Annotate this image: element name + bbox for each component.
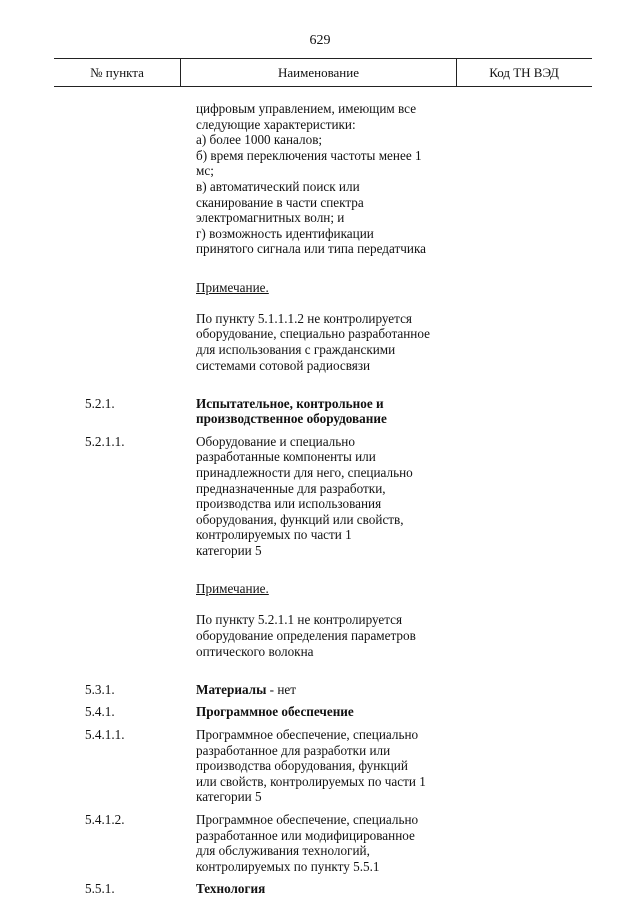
entry-title-bold: Материалы xyxy=(196,681,267,697)
note-block xyxy=(196,264,466,389)
entry-title xyxy=(196,682,466,698)
note-block xyxy=(196,566,466,675)
entry-5-4-1-1 xyxy=(0,727,640,805)
entry-title: Программное обеспечение xyxy=(196,704,354,720)
entry-title-rest: - нет xyxy=(266,681,297,697)
entry-5-4-1 xyxy=(0,704,640,720)
column-header-number: № пункта xyxy=(90,65,144,80)
table-header xyxy=(54,58,592,87)
column-header-name: Наименование xyxy=(180,59,457,86)
entry-text: Программное обеспечение, специально разработанное для разработки или производства оборудования, функций или свойств, контролируемых по части 1 категории 5 xyxy=(196,726,426,805)
entry-text: цифровым управлением, имеющим все следующие характеристики: а) более 1000 каналов; б) время переключения частоты менее 1 мс; в) автоматический поиск или сканирование в части спектра электромагнитных волн; и г) возможность идентификации принятого сигнала или типа передатчика xyxy=(196,101,427,257)
entry-number: 5.2.1. xyxy=(85,395,115,411)
entry-title: Испытательное, контрольное и производственное оборудование xyxy=(196,395,387,427)
entry-number: 5.4.1.2. xyxy=(85,811,125,827)
entry-text: Программное обеспечение, специально разработанное или модифицированное для обслуживания технологий, контролируемых по пункту 5.5.1 xyxy=(196,811,419,874)
note-entry xyxy=(0,264,640,389)
note-text: По пункту 5.2.1.1 не контролируется оборудование определения параметров оптического волокна xyxy=(196,612,416,659)
entry-number: 5.4.1. xyxy=(85,704,115,720)
entry-number: 5.2.1.1. xyxy=(85,433,125,449)
entries-list xyxy=(0,101,640,904)
entry-5-5-1 xyxy=(0,881,640,897)
entry-5-3-1 xyxy=(0,682,640,698)
note-text: По пункту 5.1.1.1.2 не контролируется оборудование, специально разработанное для использования с гражданскими системами сотовой радиосвязи xyxy=(196,310,430,373)
page-number: 629 xyxy=(309,33,331,48)
entry-number: 5.4.1.1. xyxy=(85,726,125,742)
entry-number: 5.3.1. xyxy=(85,681,115,697)
note-label: Примечание. xyxy=(196,581,269,597)
entry-5-2-1 xyxy=(0,396,640,427)
entry-text: Оборудование и специально разработанные компоненты или принадлежности для него, специально предназначенные для разработки, производства или использования оборудования, функций или свойств, контролируемых по части 1 категории 5 xyxy=(196,433,413,559)
note-label: Примечание. xyxy=(196,279,269,295)
entry-title: Технология xyxy=(196,881,266,897)
entry-number: 5.5.1. xyxy=(85,881,115,897)
entry-5-2-1-1 xyxy=(0,434,640,559)
note-entry xyxy=(0,566,640,675)
entry-5-4-1-2 xyxy=(0,812,640,874)
entry-continuation xyxy=(0,101,640,257)
column-header-code: Код ТН ВЭД xyxy=(489,65,559,80)
